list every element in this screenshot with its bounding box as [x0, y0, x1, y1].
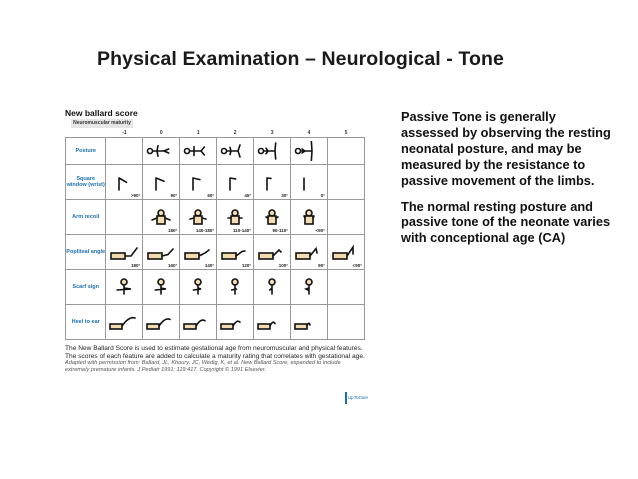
infant-sketch-icon [218, 312, 252, 332]
infant-sketch-icon [181, 172, 215, 192]
score-header-3: 2 [233, 129, 237, 136]
angle-label: 60° [207, 193, 215, 198]
ballard-cell [254, 165, 291, 200]
ballard-table [65, 128, 365, 340]
ballard-cell [291, 200, 328, 235]
angle-label: 160° [167, 263, 178, 268]
ballard-cell [254, 270, 291, 305]
ballard-cell [254, 200, 291, 235]
infant-sketch-icon [107, 277, 141, 297]
ballard-cell [254, 235, 291, 270]
infant-sketch-icon [181, 242, 215, 262]
ballard-cell [217, 235, 254, 270]
neuromuscular-maturity-label: Neuromuscular maturity [71, 119, 133, 128]
score-header-4: 3 [270, 129, 274, 136]
infant-sketch-icon [255, 172, 289, 192]
infant-sketch-icon [181, 312, 215, 332]
ballard-row-4 [66, 270, 365, 305]
slide-title: Physical Examination – Neurological - Tone [97, 48, 504, 70]
ballard-cell [143, 200, 180, 235]
infant-sketch-icon [255, 242, 289, 262]
row-label: Popliteal angle [66, 235, 106, 270]
ballard-cell [327, 305, 364, 340]
row-label: Posture [66, 138, 106, 165]
angle-label: 120° [241, 263, 252, 268]
infant-sketch-icon [144, 172, 178, 192]
ballard-cell [180, 270, 217, 305]
score-header-blank [66, 128, 106, 138]
angle-label: 140-180° [195, 228, 215, 233]
caption-text: The New Ballard Score is used to estimate gestational age from neuromuscular and physical features. The scores of each feature are added to calculate a maturity rating that correlates with gestational age. [65, 345, 365, 360]
infant-sketch-icon [255, 277, 289, 297]
score-header-6: 5 [344, 129, 348, 136]
angle-label: 100° [278, 263, 289, 268]
angle-label: 45° [244, 193, 252, 198]
ballard-cell [291, 138, 328, 165]
figure-title: New ballard score [65, 108, 138, 118]
row-label: Arm recoil [66, 200, 106, 235]
ballard-cell [143, 305, 180, 340]
paragraph-resting-posture: The normal resting posture and passive tone of the neonate varies with conceptional age (CA) [401, 198, 611, 246]
adapted-citation: Adapted with permission from: Ballard, JL, Khoury, JC, Wedig, K, et al. New Ballard Score, expanded to include extremely premature infants. J Pediatr 1991; 119:417. Copyright © 1991 Elsevier. [65, 360, 341, 373]
ballard-score-grid [65, 118, 365, 342]
infant-sketch-icon [107, 172, 141, 192]
angle-label: 110-140° [233, 228, 252, 233]
ballard-cell [180, 138, 217, 165]
ballard-cell [291, 235, 328, 270]
ballard-cell [143, 235, 180, 270]
infant-sketch-icon [144, 277, 178, 297]
ballard-cell [327, 165, 364, 200]
infant-sketch-icon [107, 242, 141, 262]
ballard-cell [217, 138, 254, 165]
ballard-cell [217, 165, 254, 200]
infant-sketch-icon [292, 172, 326, 192]
ballard-cell [180, 200, 217, 235]
score-header-5: 4 [307, 129, 311, 136]
score-header-1: 0 [159, 129, 163, 136]
infant-sketch-icon [218, 172, 252, 192]
infant-sketch-icon [181, 141, 215, 161]
ballard-cell [143, 270, 180, 305]
infant-sketch-icon [255, 141, 289, 161]
paragraph-passive-tone: Passive Tone is generally assessed by observing the resting neonatal posture, and may be measured by the resistance to passive movement of the limbs. [401, 109, 611, 188]
ballard-cell [327, 270, 364, 305]
score-header-2: 1 [196, 129, 200, 136]
infant-sketch-icon [292, 141, 326, 161]
infant-sketch-icon [144, 242, 178, 262]
angle-label: <90° [315, 228, 325, 233]
ballard-cell [106, 270, 143, 305]
angle-label: <90° [352, 263, 362, 268]
infant-sketch-icon [144, 312, 178, 332]
ballard-row-2 [66, 200, 365, 235]
ballard-row-3 [66, 235, 365, 270]
angle-label: 90° [170, 193, 178, 198]
infant-sketch-icon [218, 207, 252, 227]
ballard-cell [254, 138, 291, 165]
infant-sketch-icon [292, 312, 326, 332]
ballard-cell [254, 305, 291, 340]
ballard-cell [106, 235, 143, 270]
slide-body-text [401, 109, 611, 256]
ballard-cell [143, 165, 180, 200]
infant-sketch-icon [181, 277, 215, 297]
angle-label: >90° [130, 193, 141, 198]
infant-sketch-icon [218, 242, 252, 262]
ballard-cell [180, 165, 217, 200]
uptodate-logo: UpToDate [345, 392, 369, 404]
ballard-cell [180, 235, 217, 270]
row-label: Scarf sign [66, 270, 106, 305]
ballard-row-1 [66, 165, 365, 200]
infant-sketch-icon [107, 312, 141, 332]
infant-sketch-icon [292, 242, 326, 262]
infant-sketch-icon [329, 242, 363, 262]
infant-sketch-icon [292, 277, 326, 297]
ballard-row-5 [66, 305, 365, 340]
angle-label: 90° [318, 263, 325, 268]
ballard-cell [217, 200, 254, 235]
row-label: Heel to ear [66, 305, 106, 340]
ballard-cell [327, 235, 364, 270]
infant-sketch-icon [144, 207, 178, 227]
ballard-cell [143, 138, 180, 165]
infant-sketch-icon [181, 207, 215, 227]
angle-label: 140° [204, 263, 215, 268]
infant-sketch-icon [144, 141, 178, 161]
infant-sketch-icon [255, 312, 289, 332]
infant-sketch-icon [218, 141, 252, 161]
ballard-cell [291, 305, 328, 340]
figure-caption [65, 345, 365, 373]
ballard-cell [106, 138, 143, 165]
angle-label: 180° [167, 228, 178, 233]
ballard-cell [327, 138, 364, 165]
ballard-cell [180, 305, 217, 340]
angle-label: 0° [320, 193, 325, 198]
angle-label: 30° [281, 193, 289, 198]
angle-label: 90-110° [272, 228, 289, 233]
ballard-cell [217, 270, 254, 305]
ballard-cell [291, 165, 328, 200]
score-header-row [66, 128, 365, 138]
ballard-cell [106, 305, 143, 340]
score-header-0: -1 [122, 129, 127, 136]
ballard-cell [217, 305, 254, 340]
infant-sketch-icon [218, 277, 252, 297]
infant-sketch-icon [255, 207, 289, 227]
ballard-row-0 [66, 138, 365, 165]
ballard-cell [327, 200, 364, 235]
ballard-cell [106, 165, 143, 200]
infant-sketch-icon [292, 207, 326, 227]
angle-label: 180° [131, 263, 141, 268]
row-label: Square window (wrist) [66, 165, 106, 200]
ballard-cell [291, 270, 328, 305]
ballard-cell [106, 200, 143, 235]
